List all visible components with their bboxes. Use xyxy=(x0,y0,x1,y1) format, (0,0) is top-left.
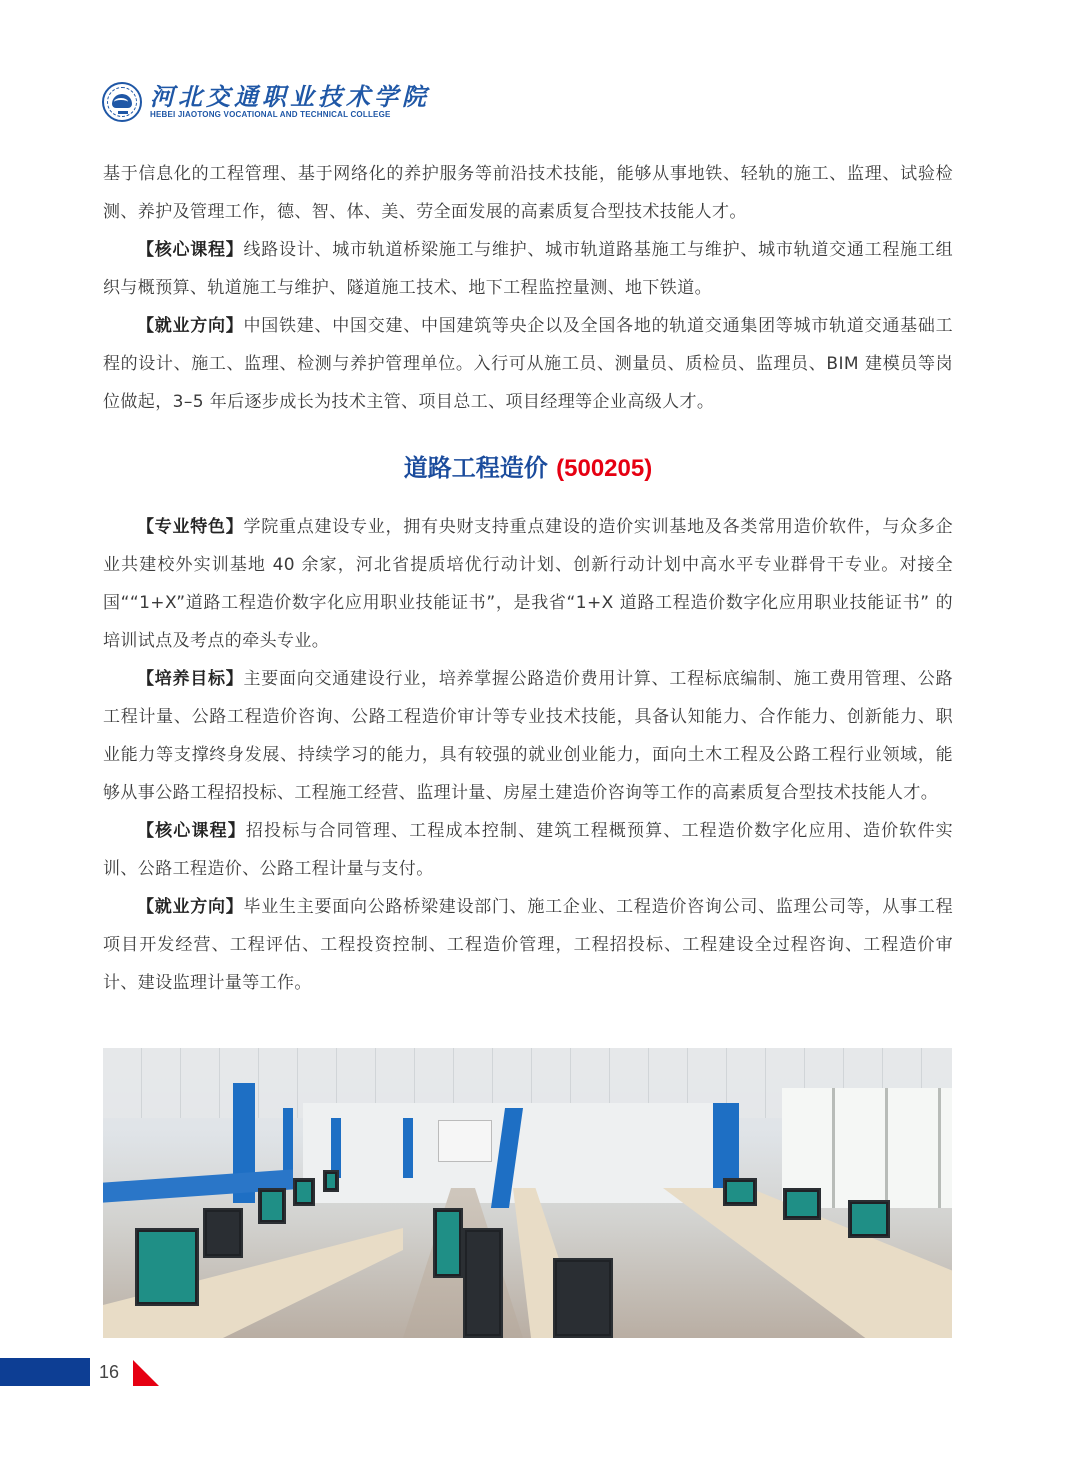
major-code: (500205) xyxy=(556,455,653,482)
footer-triangle-decoration xyxy=(133,1360,159,1386)
goals-text: 主要面向交通建设行业，培养掌握公路造价费用计算、工程标底编制、施工费用管理、公路工程计量、公路工程造价咨询、公路工程造价审计等专业技术技能，具备认知能力、合作能力、创新能力、职业能力等支撑终身发展、持续学习的能力，具有较强的就业创业能力，面向土木工程及公路工程行业领域，能够从事公路工程招投标、工程施工经营、监理计量、房屋土建造价咨询等工作的高素质复合型技术技能人才。 xyxy=(103,669,953,803)
employment-label: 【就业方向】 xyxy=(137,316,244,336)
core-courses-paragraph xyxy=(103,812,953,888)
core-courses-text: 招投标与合同管理、工程成本控制、建筑工程概预算、工程造价数字化应用、造价软件实训、公路工程造价、公路工程计量与支付。 xyxy=(103,821,953,879)
prev-core-courses-paragraph xyxy=(103,231,953,307)
college-logo-text xyxy=(150,84,430,120)
prev-employment-paragraph xyxy=(103,307,953,421)
goals-label: 【培养目标】 xyxy=(137,669,244,689)
core-courses-label: 【核心课程】 xyxy=(137,240,244,260)
features-label: 【专业特色】 xyxy=(137,517,244,537)
core-courses-text: 线路设计、城市轨道桥梁施工与维护、城市轨道路基施工与维护、城市轨道交通工程施工组织与概预算、轨道施工与维护、隧道施工技术、地下工程监控量测、地下铁道。 xyxy=(103,240,953,298)
employment-text: 毕业生主要面向公路桥梁建设部门、施工企业、工程造价咨询公司、监理公司等，从事工程项目开发经营、工程评估、工程投资控制、工程造价管理，工程招投标、工程建设全过程咨询、工程造价审计、建设监理计量等工作。 xyxy=(103,897,953,993)
major-name: 道路工程造价 xyxy=(403,454,548,482)
projector-screen xyxy=(438,1120,492,1162)
page-header xyxy=(102,82,430,122)
prev-intro-paragraph: 基于信息化的工程管理、基于网络化的养护服务等前沿技术技能，能够从事地铁、轻轨的施工、监理、试验检测、养护及管理工作，德、智、体、美、劳全面发展的高素质复合型技术技能人才。 xyxy=(103,164,953,222)
page-content xyxy=(103,155,953,1002)
college-emblem-icon xyxy=(102,82,142,122)
computer-lab-photo xyxy=(103,1048,952,1338)
features-paragraph xyxy=(103,508,953,660)
college-name-en: HEBEI JIAOTONG VOCATIONAL AND TECHNICAL COLLEGE xyxy=(150,110,391,119)
college-name-cn: 河北交通职业技术学院 xyxy=(150,82,430,111)
section-title xyxy=(103,451,953,486)
core-courses-label: 【核心课程】 xyxy=(137,821,246,841)
employment-label: 【就业方向】 xyxy=(137,897,244,917)
page-number: 16 xyxy=(99,1362,120,1382)
features-text: 学院重点建设专业，拥有央财支持重点建设的造价实训基地及各类常用造价软件，与众多企业共建校外实训基地 40 余家，河北省提质培优行动计划、创新行动计划中高水平专业群骨干专业。对接全国““1+X”道路工程造价数字化应用职业技能证书”，是我省“1+X 道路工程造价数字化应用职业技能证书” 的培训试点及考点的牵头专业。 xyxy=(103,517,953,651)
goals-paragraph xyxy=(103,660,953,812)
employment-text: 中国铁建、中国交建、中国建筑等央企以及全国各地的轨道交通集团等城市轨道交通基础工程的设计、施工、监理、检测与养护管理单位。入行可从施工员、测量员、质检员、监理员、BIM 建模员等岗位做起，3–5 年后逐步成长为技术主管、项目总工、项目经理等企业高级人才。 xyxy=(103,316,953,412)
employment-paragraph xyxy=(103,888,953,1002)
footer-bar xyxy=(0,1358,90,1386)
